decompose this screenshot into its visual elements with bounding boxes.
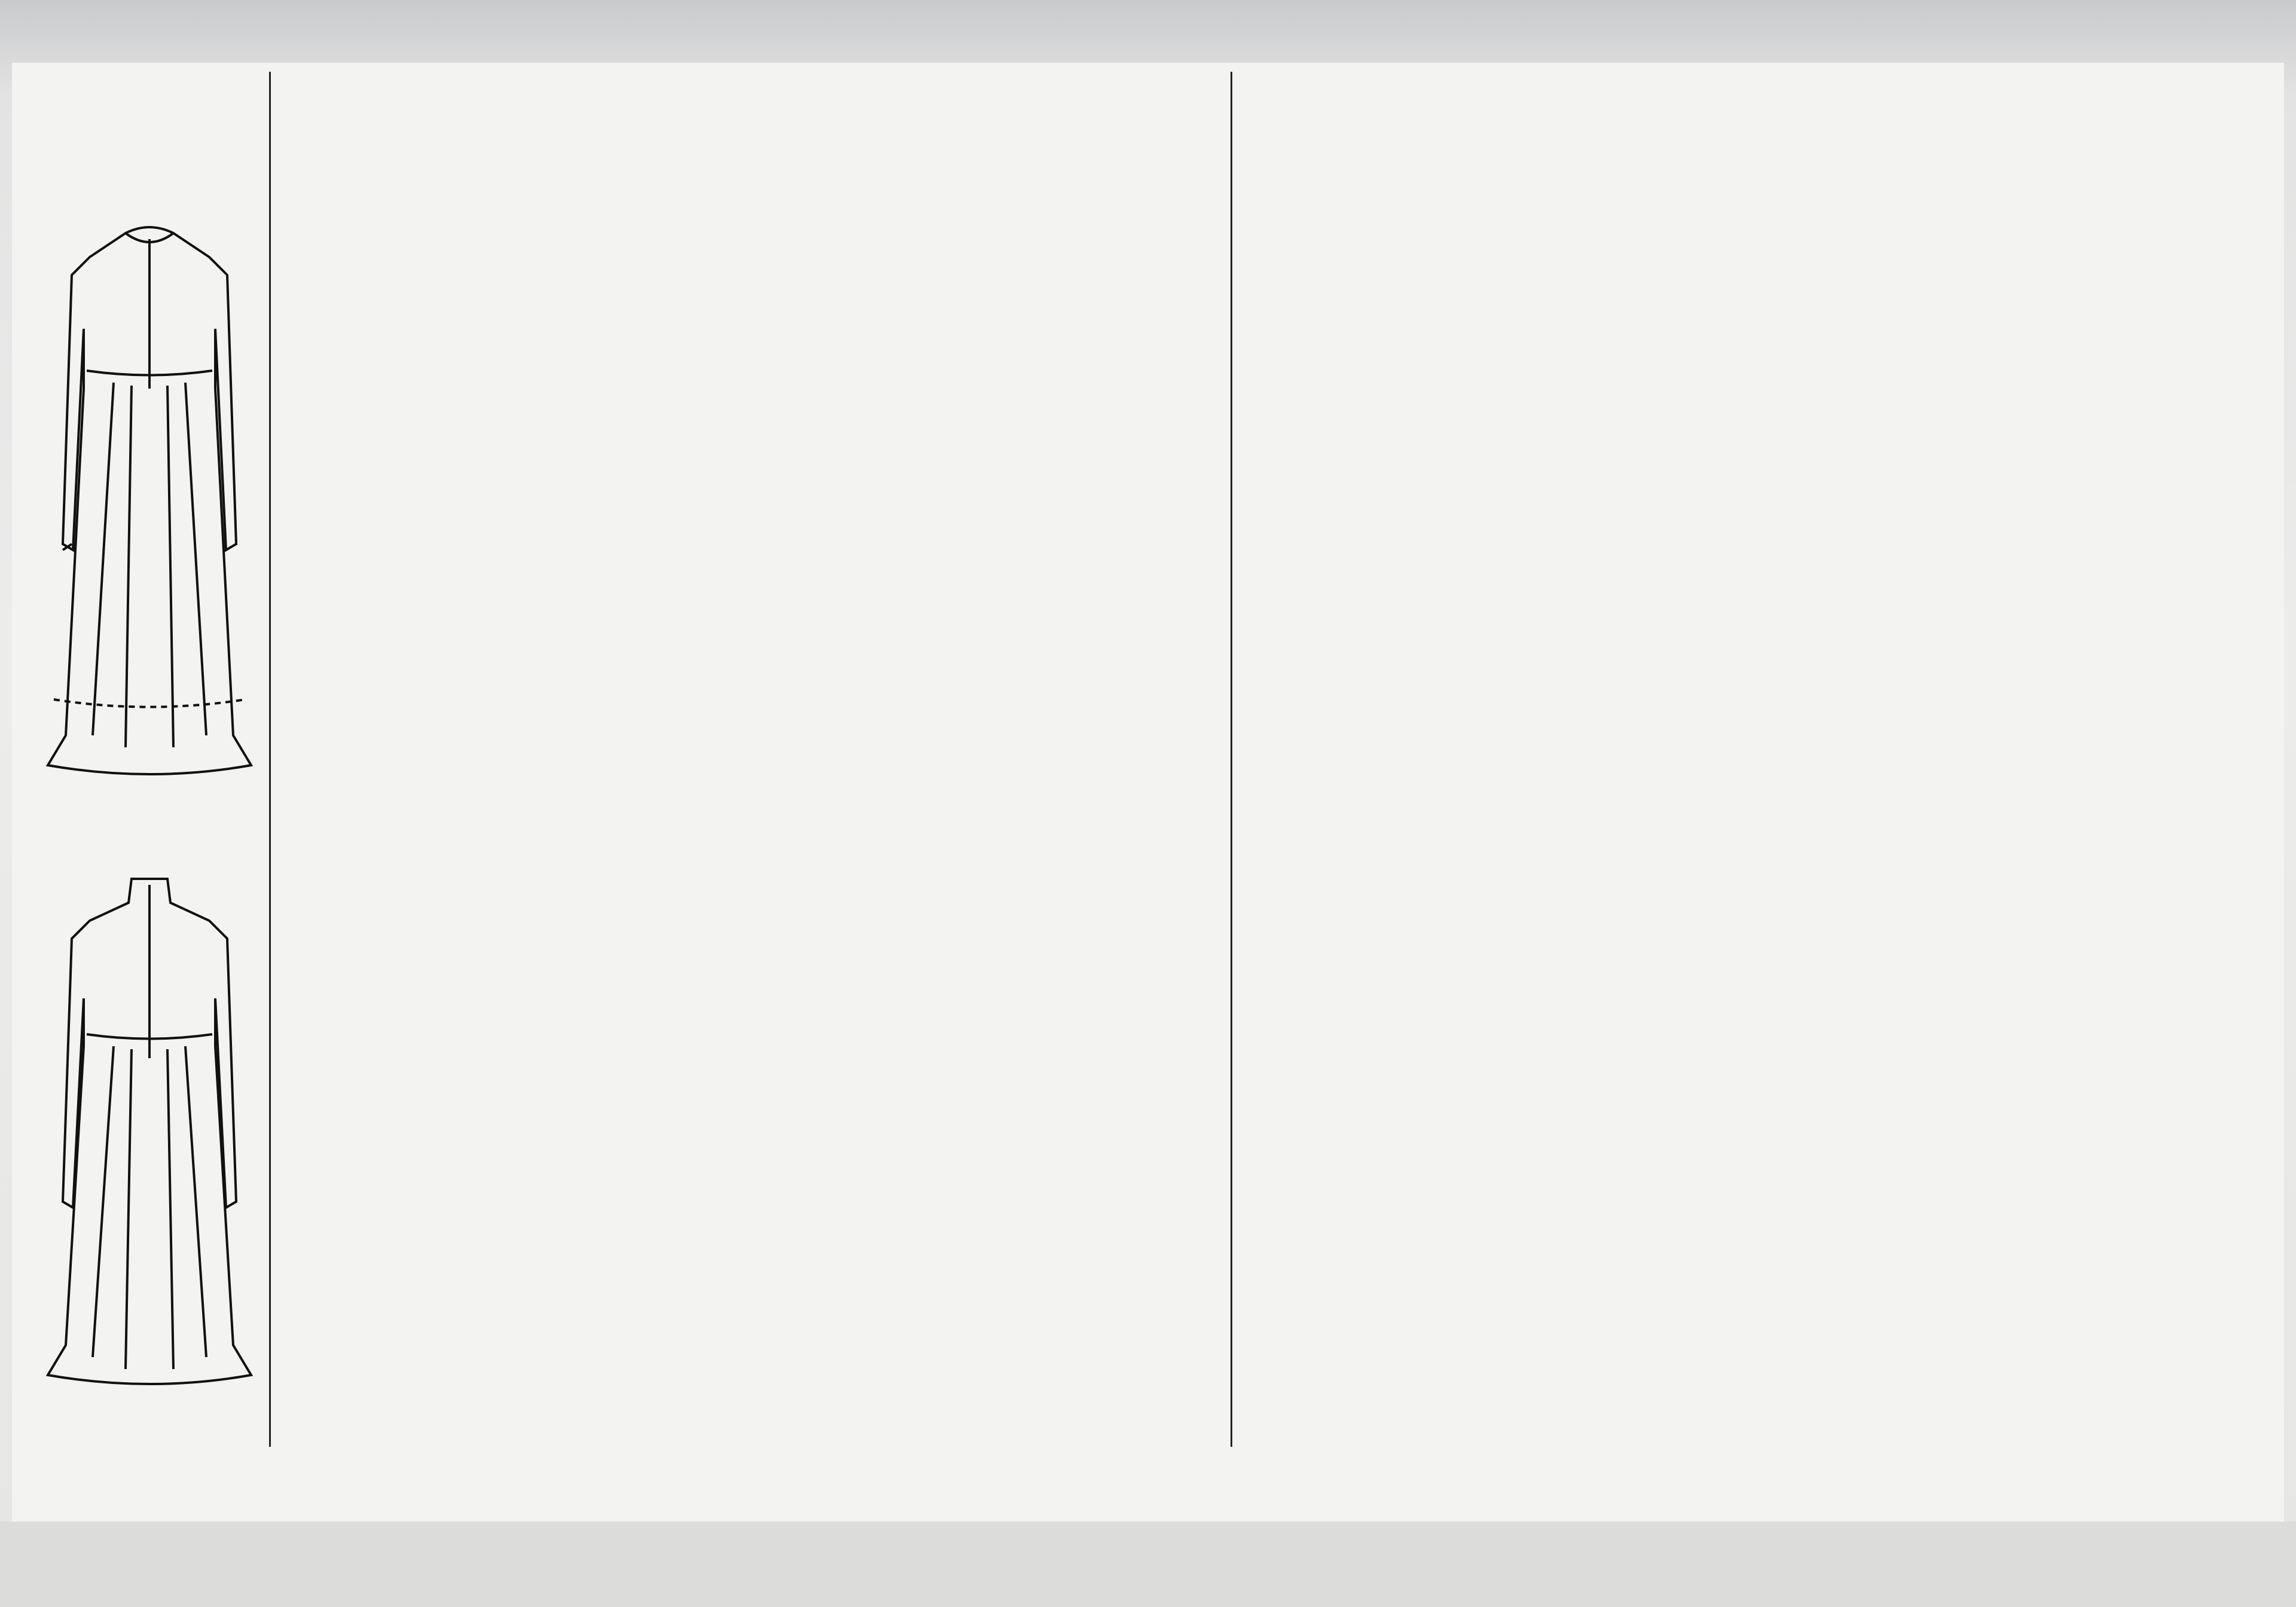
footer-band [0,1522,2296,1607]
divider-left [269,72,271,1447]
divider-middle [1231,72,1232,1447]
paper [12,63,2284,1522]
dress-ab-drawing [36,209,263,783]
dress-cd-drawing [36,867,263,1393]
